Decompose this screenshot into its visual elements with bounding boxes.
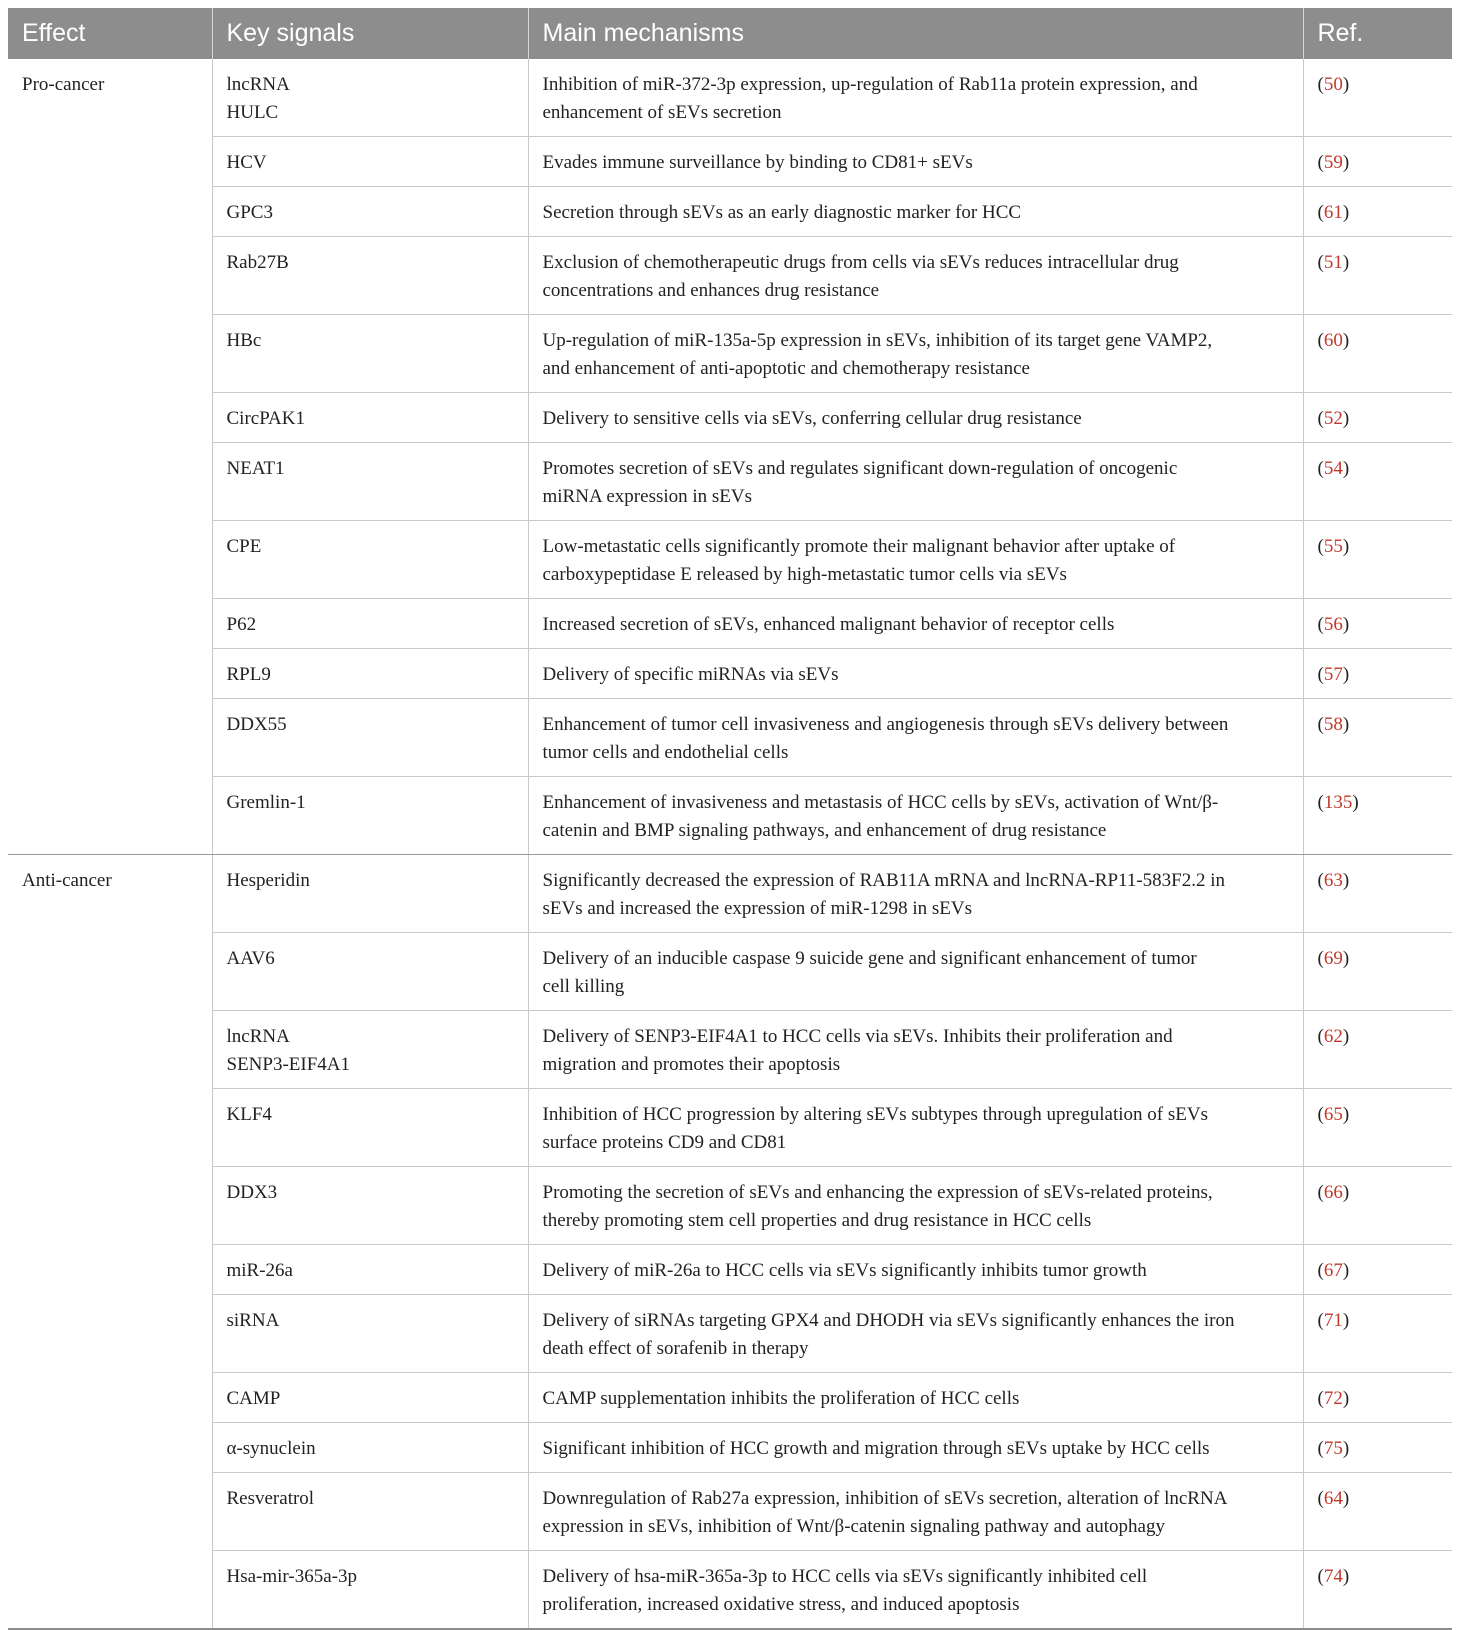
key-signal-cell <box>212 1245 528 1295</box>
ref-link[interactable]: 135 <box>1323 792 1353 813</box>
mechanism-text: expression in sEVs, inhibition of Wnt/β-catenin signaling pathway and autophagy <box>542 1516 1165 1537</box>
mechanism-cell <box>528 855 1303 933</box>
table-row <box>8 1551 1452 1630</box>
mechanism-text: concentrations and enhances drug resistance <box>542 280 880 301</box>
key-signal-cell <box>212 1373 528 1423</box>
header-main-mechanisms: Main mechanisms <box>528 8 1303 59</box>
ref-cell: (75) <box>1303 1423 1452 1473</box>
table-row <box>8 315 1452 393</box>
key-signal-text: Resveratrol <box>226 1488 315 1509</box>
key-signal-text: α-synuclein <box>226 1438 316 1459</box>
mechanism-cell <box>528 777 1303 855</box>
key-signal-text: GPC3 <box>226 202 273 223</box>
mechanism-text: Delivery of siRNAs targeting GPX4 and DHODH via sEVs significantly enhances the iron <box>542 1310 1235 1331</box>
table-row <box>8 933 1452 1011</box>
key-signal-text: lncRNA <box>226 1026 290 1047</box>
table-row <box>8 1245 1452 1295</box>
key-signal-text: siRNA <box>226 1310 280 1331</box>
ref-link[interactable]: 60 <box>1323 330 1343 351</box>
mechanism-cell <box>528 933 1303 1011</box>
table-row <box>8 1011 1452 1089</box>
ref-cell: (74) <box>1303 1551 1452 1630</box>
mechanism-cell <box>528 1423 1303 1473</box>
ref-link[interactable]: 62 <box>1323 1026 1343 1047</box>
key-signal-cell <box>212 699 528 777</box>
ref-cell: (57) <box>1303 649 1452 699</box>
mechanism-text: carboxypeptidase E released by high-metastatic tumor cells via sEVs <box>542 564 1067 585</box>
mechanism-text: Exclusion of chemotherapeutic drugs from cells via sEVs reduces intracellular drug <box>542 252 1179 273</box>
ref-cell: (56) <box>1303 599 1452 649</box>
table-row <box>8 1089 1452 1167</box>
mechanism-cell <box>528 1551 1303 1630</box>
mechanism-text: miRNA expression in sEVs <box>542 486 753 507</box>
table-row <box>8 521 1452 599</box>
mechanism-text: Promotes secretion of sEVs and regulates significant down-regulation of oncogenic <box>542 458 1178 479</box>
key-signal-text: DDX3 <box>226 1182 278 1203</box>
ref-link[interactable]: 55 <box>1323 536 1343 557</box>
mechanism-text: Downregulation of Rab27a expression, inhibition of sEVs secretion, alteration of lncRNA <box>542 1488 1228 1509</box>
ref-link[interactable]: 52 <box>1323 408 1343 429</box>
mechanism-cell <box>528 699 1303 777</box>
ref-link[interactable]: 51 <box>1323 252 1343 273</box>
key-signal-cell <box>212 1551 528 1630</box>
mechanism-cell <box>528 1167 1303 1245</box>
key-signal-cell <box>212 521 528 599</box>
table-row <box>8 649 1452 699</box>
mechanism-cell <box>528 393 1303 443</box>
mechanism-cell <box>528 521 1303 599</box>
ref-cell: (71) <box>1303 1295 1452 1373</box>
ref-link[interactable]: 57 <box>1323 664 1343 685</box>
mechanism-text: Significant inhibition of HCC growth and migration through sEVs uptake by HCC cells <box>542 1438 1210 1459</box>
mechanism-cell <box>528 1373 1303 1423</box>
ref-cell: (69) <box>1303 933 1452 1011</box>
key-signal-text: DDX55 <box>226 714 287 735</box>
ref-link[interactable]: 54 <box>1323 458 1343 479</box>
mechanism-cell <box>528 1473 1303 1551</box>
key-signal-cell <box>212 237 528 315</box>
mechanism-text: cell killing <box>542 976 625 997</box>
ref-link[interactable]: 74 <box>1323 1566 1343 1587</box>
ref-cell: (67) <box>1303 1245 1452 1295</box>
key-signal-text: miR-26a <box>226 1260 293 1281</box>
table-row <box>8 1167 1452 1245</box>
key-signal-text: HBc <box>226 330 262 351</box>
key-signal-cell <box>212 649 528 699</box>
mechanism-text: proliferation, increased oxidative stress, and induced apoptosis <box>542 1594 1020 1615</box>
key-signal-text: KLF4 <box>226 1104 272 1125</box>
mechanism-cell <box>528 443 1303 521</box>
key-signal-cell <box>212 1167 528 1245</box>
table-row <box>8 699 1452 777</box>
mechanism-text: surface proteins CD9 and CD81 <box>542 1132 787 1153</box>
mechanism-text: Delivery of specific miRNAs via sEVs <box>542 664 839 685</box>
ref-link[interactable]: 71 <box>1323 1310 1343 1331</box>
ref-link[interactable]: 69 <box>1323 948 1343 969</box>
ref-cell: (55) <box>1303 521 1452 599</box>
ref-cell: (62) <box>1303 1011 1452 1089</box>
mechanism-text: Increased secretion of sEVs, enhanced malignant behavior of receptor cells <box>542 614 1115 635</box>
table-header <box>8 8 1452 59</box>
mechanism-text: migration and promotes their apoptosis <box>542 1054 841 1075</box>
table-row <box>8 237 1452 315</box>
key-signal-text: NEAT1 <box>226 458 285 479</box>
ref-link[interactable]: 56 <box>1323 614 1343 635</box>
mechanism-text: Promoting the secretion of sEVs and enhancing the expression of sEVs-related proteins, <box>542 1182 1213 1203</box>
mechanism-cell <box>528 1089 1303 1167</box>
mechanism-cell <box>528 1011 1303 1089</box>
key-signal-text: P62 <box>226 614 257 635</box>
key-signal-cell <box>212 59 528 137</box>
key-signal-cell <box>212 1295 528 1373</box>
mechanism-cell <box>528 315 1303 393</box>
ref-link[interactable]: 67 <box>1323 1260 1343 1281</box>
mechanism-text: Delivery of SENP3-EIF4A1 to HCC cells via sEVs. Inhibits their proliferation and <box>542 1026 1173 1047</box>
key-signal-cell <box>212 443 528 521</box>
mechanism-cell <box>528 59 1303 137</box>
key-signal-cell <box>212 1473 528 1551</box>
table-row <box>8 137 1452 187</box>
ref-link[interactable]: 75 <box>1323 1438 1343 1459</box>
ref-link[interactable]: 66 <box>1323 1182 1343 1203</box>
ref-link[interactable]: 63 <box>1323 870 1343 891</box>
header-ref: Ref. <box>1303 8 1452 59</box>
ref-cell: (50) <box>1303 59 1452 137</box>
mechanism-text: Enhancement of invasiveness and metastasis of HCC cells by sEVs, activation of Wnt/β- <box>542 792 1219 813</box>
mechanism-text: tumor cells and endothelial cells <box>542 742 789 763</box>
mechanism-text: Inhibition of HCC progression by altering sEVs subtypes through upregulation of sEVs <box>542 1104 1208 1125</box>
mechanism-text: death effect of sorafenib in therapy <box>542 1338 809 1359</box>
key-signal-cell <box>212 315 528 393</box>
mechanism-text: catenin and BMP signaling pathways, and enhancement of drug resistance <box>542 820 1107 841</box>
mechanism-text: Evades immune surveillance by binding to CD81+ sEVs <box>542 152 973 173</box>
mechanism-text: thereby promoting stem cell properties and drug resistance in HCC cells <box>542 1210 1092 1231</box>
table-row <box>8 1423 1452 1473</box>
mechanism-text: CAMP supplementation inhibits the proliferation of HCC cells <box>542 1388 1020 1409</box>
mechanism-text: Inhibition of miR-372-3p expression, up-regulation of Rab11a protein expression, and <box>542 74 1198 95</box>
effect-cell: Anti-cancer <box>8 855 212 1630</box>
ref-cell: (72) <box>1303 1373 1452 1423</box>
key-signal-text: Hsa-mir-365a-3p <box>226 1566 357 1587</box>
effect-cell: Pro-cancer <box>8 59 212 855</box>
table-body <box>8 59 1452 1629</box>
mechanism-text: Significantly decreased the expression of RAB11A mRNA and lncRNA-RP11-583F2.2 in <box>542 870 1226 891</box>
key-signal-cell <box>212 393 528 443</box>
key-signal-cell <box>212 599 528 649</box>
ref-cell: (64) <box>1303 1473 1452 1551</box>
mechanism-text: Delivery of an inducible caspase 9 suicide gene and significant enhancement of tumor <box>542 948 1197 969</box>
mechanism-text: Delivery to sensitive cells via sEVs, conferring cellular drug resistance <box>542 408 1082 429</box>
mechanism-cell <box>528 237 1303 315</box>
header-key-signals: Key signals <box>212 8 528 59</box>
table-row <box>8 443 1452 521</box>
mechanism-cell <box>528 137 1303 187</box>
mechanism-text: Delivery of miR-26a to HCC cells via sEVs significantly inhibits tumor growth <box>542 1260 1147 1281</box>
mechanism-cell <box>528 649 1303 699</box>
header-row <box>8 8 1452 59</box>
mechanism-text: Enhancement of tumor cell invasiveness and angiogenesis through sEVs delivery between <box>542 714 1229 735</box>
table-row <box>8 1295 1452 1373</box>
key-signal-text: Gremlin-1 <box>226 792 306 813</box>
key-signal-cell <box>212 1089 528 1167</box>
mechanism-text: Secretion through sEVs as an early diagnostic marker for HCC <box>542 202 1022 223</box>
ref-link[interactable]: 72 <box>1323 1388 1343 1409</box>
mechanisms-table <box>8 8 1452 1630</box>
ref-cell: (58) <box>1303 699 1452 777</box>
ref-link[interactable]: 58 <box>1323 714 1343 735</box>
ref-cell: (52) <box>1303 393 1452 443</box>
key-signal-text: RPL9 <box>226 664 271 685</box>
ref-link[interactable]: 59 <box>1323 152 1343 173</box>
ref-cell: (65) <box>1303 1089 1452 1167</box>
header-effect: Effect <box>8 8 212 59</box>
ref-cell: (61) <box>1303 187 1452 237</box>
mechanism-cell <box>528 1295 1303 1373</box>
ref-cell: (135) <box>1303 777 1452 855</box>
key-signal-text: lncRNA <box>226 74 290 95</box>
mechanism-text: Delivery of hsa-miR-365a-3p to HCC cells via sEVs significantly inhibited cell <box>542 1566 1148 1587</box>
table-container <box>8 8 1452 1630</box>
table-row <box>8 855 1452 933</box>
table-row <box>8 59 1452 137</box>
table-row <box>8 393 1452 443</box>
key-signal-cell <box>212 777 528 855</box>
mechanism-cell <box>528 187 1303 237</box>
key-signal-text: Rab27B <box>226 252 289 273</box>
key-signal-text: AAV6 <box>226 948 275 969</box>
key-signal-text: HULC <box>226 102 279 123</box>
key-signal-cell <box>212 137 528 187</box>
ref-cell: (63) <box>1303 855 1452 933</box>
mechanism-text: enhancement of sEVs secretion <box>542 102 782 123</box>
ref-cell: (60) <box>1303 315 1452 393</box>
key-signal-cell <box>212 855 528 933</box>
mechanism-cell <box>528 1245 1303 1295</box>
table-row <box>8 599 1452 649</box>
table-row <box>8 187 1452 237</box>
mechanism-text: sEVs and increased the expression of miR-1298 in sEVs <box>542 898 973 919</box>
ref-link[interactable]: 50 <box>1323 74 1343 95</box>
ref-link[interactable]: 65 <box>1323 1104 1343 1125</box>
mechanism-text: and enhancement of anti-apoptotic and chemotherapy resistance <box>542 358 1030 379</box>
mechanism-text: Up-regulation of miR-135a-5p expression in sEVs, inhibition of its target gene VAMP2, <box>542 330 1213 351</box>
mechanism-cell <box>528 599 1303 649</box>
table-row <box>8 1373 1452 1423</box>
ref-cell: (59) <box>1303 137 1452 187</box>
key-signal-text: CircPAK1 <box>226 408 305 429</box>
key-signal-text: HCV <box>226 152 267 173</box>
key-signal-cell <box>212 933 528 1011</box>
key-signal-cell <box>212 1423 528 1473</box>
table-row <box>8 1473 1452 1551</box>
key-signal-text: Hesperidin <box>226 870 310 891</box>
ref-link[interactable]: 64 <box>1323 1488 1343 1509</box>
mechanism-text: Low-metastatic cells significantly promote their malignant behavior after uptake of <box>542 536 1176 557</box>
key-signal-cell <box>212 187 528 237</box>
ref-cell: (54) <box>1303 443 1452 521</box>
key-signal-cell <box>212 1011 528 1089</box>
ref-cell: (66) <box>1303 1167 1452 1245</box>
key-signal-text: CAMP <box>226 1388 281 1409</box>
table-row <box>8 777 1452 855</box>
ref-link[interactable]: 61 <box>1323 202 1343 223</box>
key-signal-text: CPE <box>226 536 262 557</box>
ref-cell: (51) <box>1303 237 1452 315</box>
key-signal-text: SENP3-EIF4A1 <box>226 1054 351 1075</box>
